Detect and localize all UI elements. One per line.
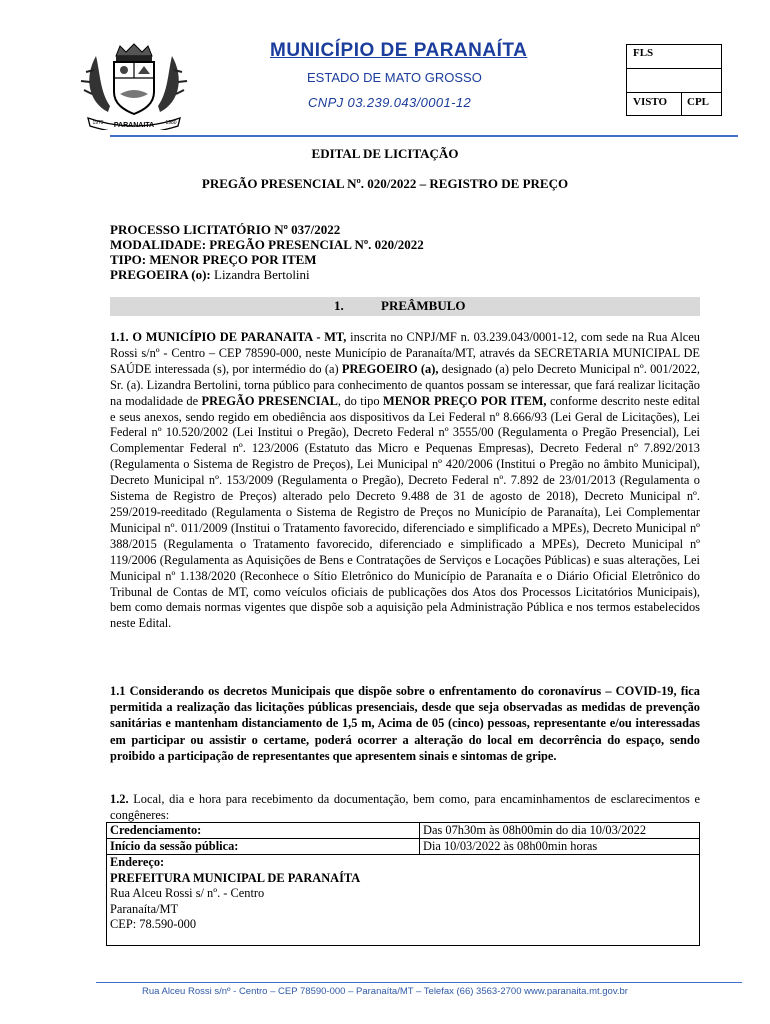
stamp-box — [626, 44, 722, 116]
visto-label: VISTO — [627, 93, 682, 116]
credential-label: Credenciamento: — [107, 823, 420, 839]
table-row — [107, 823, 700, 839]
process-number: PROCESSO LICITATÓRIO Nº 037/2022 — [110, 222, 341, 237]
preamble-text-c: designado (a) pelo Decreto Municipal nº. 001/2022, Sr. (a). Lizandra Bertolini, torna público para conhecimento de quantos possam se interessar, que fará realizar licitação na modalidade de — [110, 361, 701, 408]
schedule-table — [106, 822, 700, 946]
preamble-text-g: conforme descrito neste edital e seus anexos, sendo regido em obediência aos dispositivos da Lei Federal nº 8.666/93 (Lei Geral de Licitações), Lei Federal nº 10.520/2002 (Lei Institui o Pregão), Decreto Federal nº 3555/00 (Regulamenta o Pregão Presencial), Lei Complementar Federal nº. 123/2006 (Estatuto das Micro e Pequenas Empresas), Decreto Federal nº 7.892/2013 (Regulamenta o Sistema de Registro de Preços), Lei Municipal nº 420/2006 (Institui o Pregão no âmbito Municipal), Decreto Municipal nº. 153/2009 (Regulamenta o Pregão), Decreto Federal nº. 7.892 de 23/01/2013 (Regulamenta o Sistema de Registro de Preços) alterado pelo Decreto 9.488 de 31 de agosto de 2018), Decreto Municipal nº. 259/2019-reeditado (Regulamenta o Sistema de Registro de Preços no Município de Paranaíta), Lei Complementar Municipal nº. 011/2009 (Institui o Tratamento favorecido, diferenciado e simplificado a MPEs), Decreto Municipal nº 388/2015 (Regulamenta o Tratamento favorecido, diferenciado e simplificado a MPEs), Decreto Municipal nº 119/2006 (Regulamenta as Aquisições de Bens e Contratações de Serviços e Locações Públicas) e suas alterações, Lei Municipal nº 1.138/2020 (Reconhece o Sítio Eletrônico do Município de Paranaíta e o Diário Oficial Eletrônico do Tribunal de Contas de MT, como veículos oficiais de publicações dos Atos dos Processos Licitatórios Municipais), bem como demais normas vigentes que dispõe sob a aquisição pela Administração Pública e nos termos estabelecidos neste Edital. — [110, 393, 700, 631]
address-city: Paranaíta/MT — [110, 901, 179, 916]
covid-paragraph: 1.1 Considerando os decretos Municipais que dispõe sobre o enfrentamento do coronavírus – COVID-19, fica permitida a realização das licitações públicas presenciais, desde que seja observadas as medidas de prevenção sanitárias e mantenham distanciamento de 1,5 m, Acima de 05 (cinco) pessoas, representante e/ou interessadas em participar ou assistir o certame, poderá ocorrer a alteração do local em decorrência do espaço, sendo proibido a participação de representantes que apresentem sinais e sintomas de gripe. — [110, 684, 700, 763]
fls-label: FLS — [627, 45, 721, 69]
location-lead: 1.2. — [110, 792, 129, 806]
address-street: Rua Alceu Rossi s/ nº. - Centro — [110, 886, 265, 900]
document-title: EDITAL DE LICITAÇÃO — [311, 146, 459, 161]
preamble-paragraph — [110, 330, 700, 632]
auctioneer — [110, 267, 310, 283]
preamble-bold-f: MENOR PREÇO POR ITEM, — [383, 393, 547, 408]
address-label: Endereço: — [110, 855, 165, 869]
state-name: ESTADO DE MATO GROSSO — [307, 70, 482, 85]
location-text: Local, dia e hora para recebimento da documentação, bem como, para encaminhamentos de esclarecimentos e congêneres: — [110, 792, 700, 822]
document-subtitle: PREGÃO PRESENCIAL Nº. 020/2022 – REGISTRO DE PREÇO — [201, 176, 569, 191]
municipality-title: MUNICÍPIO DE PARANAÍTA — [270, 40, 528, 61]
modality: MODALIDADE: PREGÃO PRESENCIAL Nº. 020/2022 — [110, 237, 424, 252]
cpl-label: CPL — [687, 96, 709, 108]
section-header — [110, 297, 700, 316]
auctioneer-name: Lizandra Bertolini — [214, 267, 310, 282]
preamble-lead: 1.1. O MUNICÍPIO DE PARANAITA - MT, — [110, 330, 347, 344]
address-name: PREFEITURA MUNICIPAL DE PARANAÍTA — [110, 870, 361, 885]
section-number: 1. — [334, 298, 344, 313]
address-cell — [107, 855, 700, 946]
preamble-bold-d: PREGÃO PRESENCIAL — [201, 393, 338, 408]
address-cep: CEP: 78.590-000 — [110, 917, 197, 931]
location-paragraph — [110, 792, 700, 824]
municipal-seal-icon — [78, 42, 190, 130]
svg-text:1979: 1979 — [92, 120, 104, 126]
preamble-text-e: , do tipo — [337, 393, 383, 408]
fls-blank — [627, 69, 721, 93]
footer-divider — [96, 982, 742, 983]
cnpj-number: CNPJ 03.239.043/0001-12 — [308, 95, 472, 110]
svg-text:PARANAITA: PARANAITA — [113, 122, 155, 129]
table-row — [107, 855, 700, 946]
section-title: PREÂMBULO — [381, 298, 466, 313]
credential-value: Das 07h30m às 08h00min do dia 10/03/2022 — [420, 823, 700, 839]
preamble-bold-b: PREGOEIRO (a), — [341, 361, 439, 376]
preamble-text-a: inscrita no CNPJ/MF n. 03.239.043/0001-12, com sede na Rua Alceu Rossi s/nº - Centro – CEP 78590-000, neste Município de Paranaíta/MT, através da SECRETARIA MUNICIPAL DE SAÚDE interessada (s), por intermédio do (a) — [110, 330, 700, 376]
session-value: Dia 10/03/2022 às 08h00min horas — [420, 839, 700, 855]
header-divider — [110, 135, 738, 137]
svg-text:1980: 1980 — [165, 120, 177, 126]
session-label: Início da sessão pública: — [107, 839, 420, 855]
footer-address: Rua Alceu Rossi s/nº - Centro – CEP 78590-000 – Paranaíta/MT – Telefax (66) 3563-2700 www.paranaita.mt.gov.br — [142, 986, 628, 997]
auctioneer-label: PREGOEIRA (o): — [110, 267, 211, 282]
table-row — [107, 839, 700, 855]
award-type: TIPO: MENOR PREÇO POR ITEM — [110, 252, 317, 267]
